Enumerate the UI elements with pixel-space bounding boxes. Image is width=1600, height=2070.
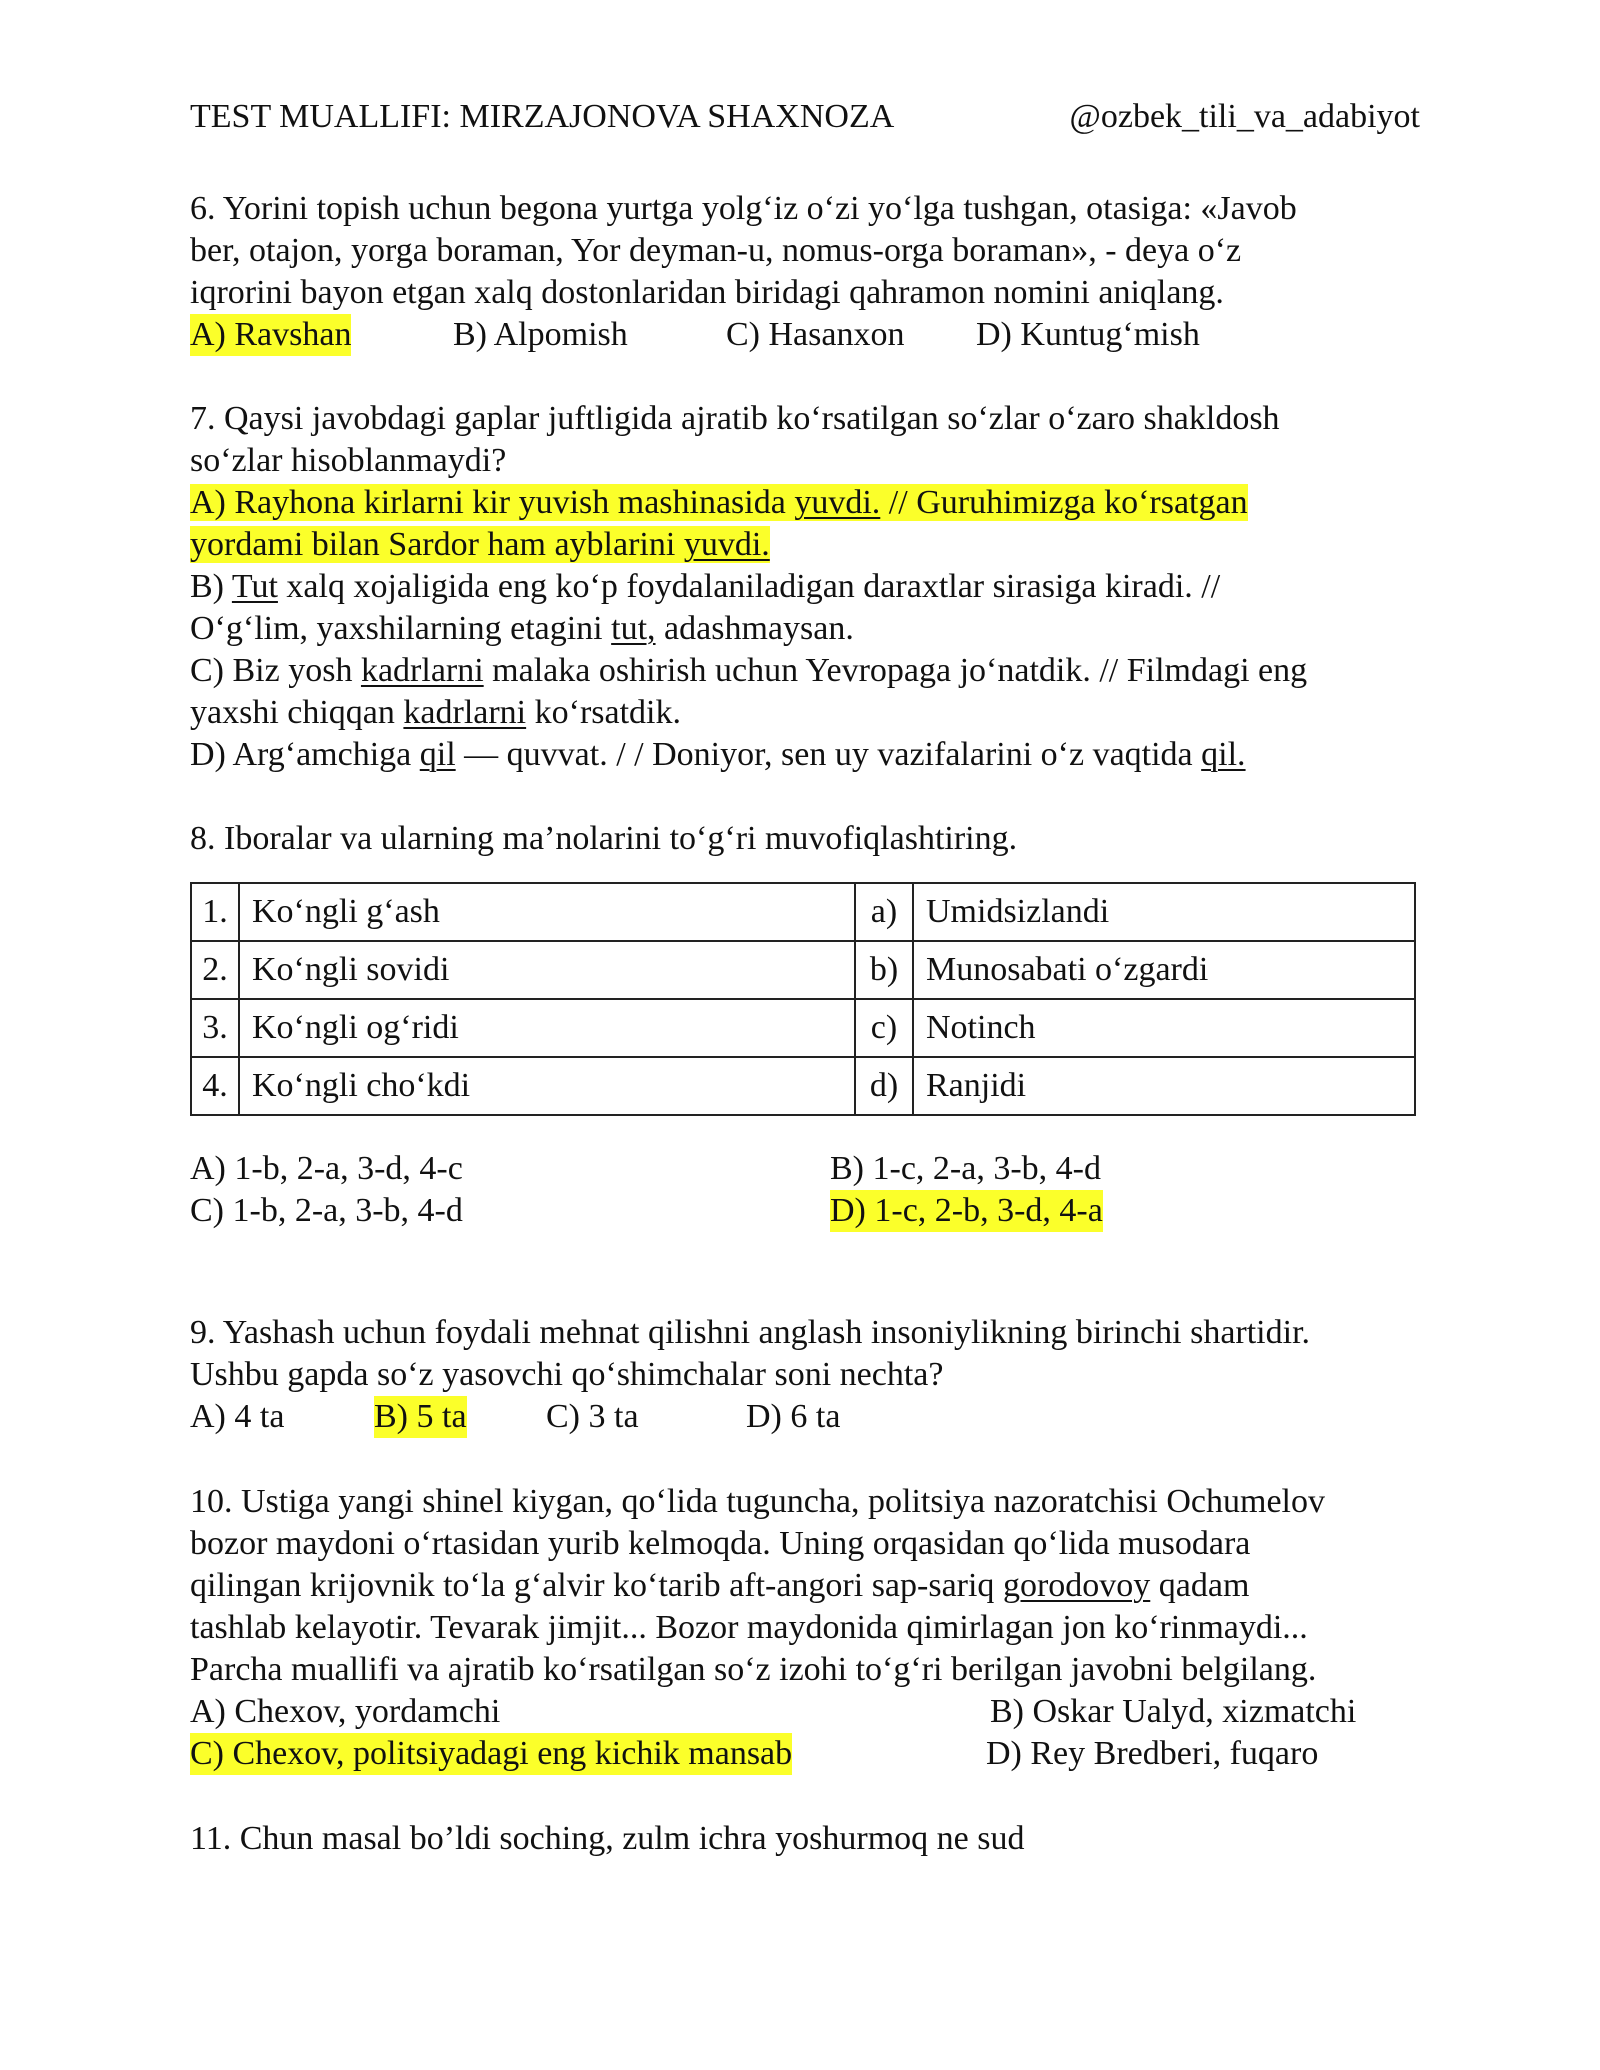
underlined-word: gorodovoy (1002, 1567, 1151, 1604)
answer-option-b: B) 1-c, 2-a, 3-b, 4-d (830, 1150, 1101, 1187)
question-10 (190, 1481, 1420, 1775)
answer-option-c: C) Hasanxon (726, 316, 905, 353)
table-row (191, 883, 1415, 941)
idiom-cell: Ko‘ngli sovidi (239, 941, 855, 999)
option-text: B) (190, 568, 232, 605)
question-9 (190, 1312, 1420, 1438)
question-text-line: so‘zlar hisoblanmaydi? (190, 442, 507, 479)
answer-option-a-correct: A) Ravshan (190, 314, 351, 356)
question-text-line: 8. Iboralar va ularning ma’nolarini to‘g‘ri muvofiqlashtiring. (190, 820, 1018, 857)
meaning-cell: Ranjidi (913, 1057, 1415, 1115)
option-text: adashmaysan. (655, 610, 854, 647)
question-text-line: 11. Chun masal bo’ldi soching, zulm ichra yoshurmoq ne sud (190, 1820, 1025, 1857)
option-a-line (190, 484, 1248, 521)
row-number: 1. (191, 883, 239, 941)
row-number: 2. (191, 941, 239, 999)
answer-option-a: A) Chexov, yordamchi (190, 1693, 501, 1730)
answer-option-c (190, 650, 1420, 734)
matching-table (190, 882, 1416, 1116)
option-text: D) Arg‘amchiga (190, 736, 420, 773)
answer-option-c: C) 3 ta (546, 1398, 639, 1435)
answer-option-b (190, 566, 1420, 650)
question-8 (190, 818, 1420, 1232)
answer-option-c: C) 1-b, 2-a, 3-b, 4-d (190, 1192, 463, 1229)
row-number: 3. (191, 999, 239, 1057)
answer-option-b: B) Oskar Ualyd, xizmatchi (990, 1693, 1357, 1730)
question-text-line: bozor maydoni o‘rtasidan yurib kelmoqda. Uning orqasidan qo‘lida musodara (190, 1525, 1251, 1562)
underlined-word: tut, (611, 610, 656, 647)
question-text-line: 9. Yashash uchun foydali mehnat qilishni anglash insoniylikning birinchi shartidir. (190, 1314, 1311, 1351)
row-letter: c) (855, 999, 913, 1057)
question-text-line: 10. Ustiga yangi shinel kiygan, qo‘lida tuguncha, politsiya nazoratchisi Ochumelov (190, 1483, 1325, 1520)
table-row (191, 999, 1415, 1057)
option-text: A) Rayhona kirlarni kir yuvish mashinasida (190, 484, 795, 521)
answer-option-d: D) Kuntug‘mish (976, 316, 1200, 353)
answer-option-a: A) 1-b, 2-a, 3-d, 4-c (190, 1150, 463, 1187)
question-11 (190, 1818, 1420, 1860)
idiom-cell: Ko‘ngli og‘ridi (239, 999, 855, 1057)
answer-option-d: D) Rey Bredberi, fuqaro (986, 1735, 1319, 1772)
answer-options (190, 1396, 1420, 1438)
answer-option-d (190, 734, 1420, 776)
option-text: ko‘rsatdik. (526, 694, 681, 731)
question-text: qilingan krijovnik to‘la g‘alvir ko‘tarib aft-angori sap-sariq (190, 1567, 1003, 1604)
answer-option-a-correct (190, 482, 1420, 566)
document-page (190, 96, 1420, 1857)
answer-option-b-correct: B) 5 ta (374, 1396, 467, 1438)
idiom-cell: Ko‘ngli cho‘kdi (239, 1057, 855, 1115)
answer-option-d-correct: D) 1-c, 2-b, 3-d, 4-a (830, 1190, 1103, 1232)
answer-option-a: A) 4 ta (190, 1398, 285, 1435)
question-text: qadam (1150, 1567, 1250, 1604)
meaning-cell: Umidsizlandi (913, 883, 1415, 941)
question-text-line: iqrorini bayon etgan xalq dostonlaridan biridagi qahramon nomini aniqlang. (190, 274, 1224, 311)
underlined-word: kadrlarni (360, 652, 484, 689)
question-text-line: 7. Qaysi javobdagi gaplar juftligida ajratib ko‘rsatilgan so‘zlar o‘zaro shakldosh (190, 400, 1280, 437)
row-letter: b) (855, 941, 913, 999)
answer-options (190, 1148, 1420, 1190)
underlined-word: yuvdi. (794, 484, 881, 521)
question-7 (190, 398, 1420, 776)
answer-option-b: B) Alpomish (453, 316, 628, 353)
option-text: yaxshi chiqqan (190, 694, 404, 731)
row-letter: a) (855, 883, 913, 941)
author-label: TEST MUALLIFI: MIRZAJONOVA SHAXNOZA (190, 98, 895, 135)
option-text: — quvvat. / / Doniyor, sen uy vazifalarini o‘z vaqtida (455, 736, 1202, 773)
question-text-line: Parcha muallifi va ajratib ko‘rsatilgan so‘z izohi to‘g‘ri berilgan javobni belgilang. (190, 1651, 1317, 1688)
option-text: xalq xojaligida eng ko‘p foydalaniladigan daraxtlar sirasiga kiradi. // (277, 568, 1221, 605)
channel-handle: @ozbek_tili_va_adabiyot (1069, 98, 1420, 135)
underlined-word: Tut (231, 568, 278, 605)
row-number: 4. (191, 1057, 239, 1115)
option-text: // Guruhimizga ko‘rsatgan (880, 484, 1248, 521)
question-text-line: ber, otajon, yorga boraman, Yor deyman-u, nomus-orga boraman», - deya o‘z (190, 232, 1242, 269)
question-6 (190, 188, 1420, 356)
answer-options (190, 314, 1420, 356)
question-text-line: 6. Yorini topish uchun begona yurtga yolg‘iz o‘zi yo‘lga tushgan, otasiga: «Javob (190, 190, 1297, 227)
option-text: O‘g‘lim, yaxshilarning etagini (190, 610, 612, 647)
meaning-cell: Munosabati o‘zgardi (913, 941, 1415, 999)
idiom-cell: Ko‘ngli g‘ash (239, 883, 855, 941)
underlined-word: qil. (1201, 736, 1246, 773)
answer-options (190, 1691, 1420, 1733)
question-text-line: Ushbu gapda so‘z yasovchi qo‘shimchalar soni nechta? (190, 1356, 944, 1393)
row-letter: d) (855, 1057, 913, 1115)
option-text: yordami bilan Sardor ham ayblarini (190, 526, 684, 563)
underlined-word: kadrlarni (403, 694, 527, 731)
page-header (190, 96, 1420, 138)
underlined-word: yuvdi. (683, 526, 770, 563)
answer-options (190, 1733, 1420, 1775)
answer-option-c-correct: C) Chexov, politsiyadagi eng kichik mansab (190, 1733, 792, 1775)
option-a-line (190, 526, 770, 563)
underlined-word: qil (419, 736, 456, 773)
table-row (191, 941, 1415, 999)
option-text: C) Biz yosh (190, 652, 361, 689)
meaning-cell: Notinch (913, 999, 1415, 1057)
option-text: malaka oshirish uchun Yevropaga jo‘natdik. // Filmdagi eng (483, 652, 1308, 689)
answer-option-d: D) 6 ta (746, 1398, 841, 1435)
answer-options (190, 1190, 1420, 1232)
table-row (191, 1057, 1415, 1115)
question-text-line: tashlab kelayotir. Tevarak jimjit... Bozor maydonida qimirlagan jon ko‘rinmaydi... (190, 1609, 1308, 1646)
question-text-line (190, 1565, 1420, 1607)
